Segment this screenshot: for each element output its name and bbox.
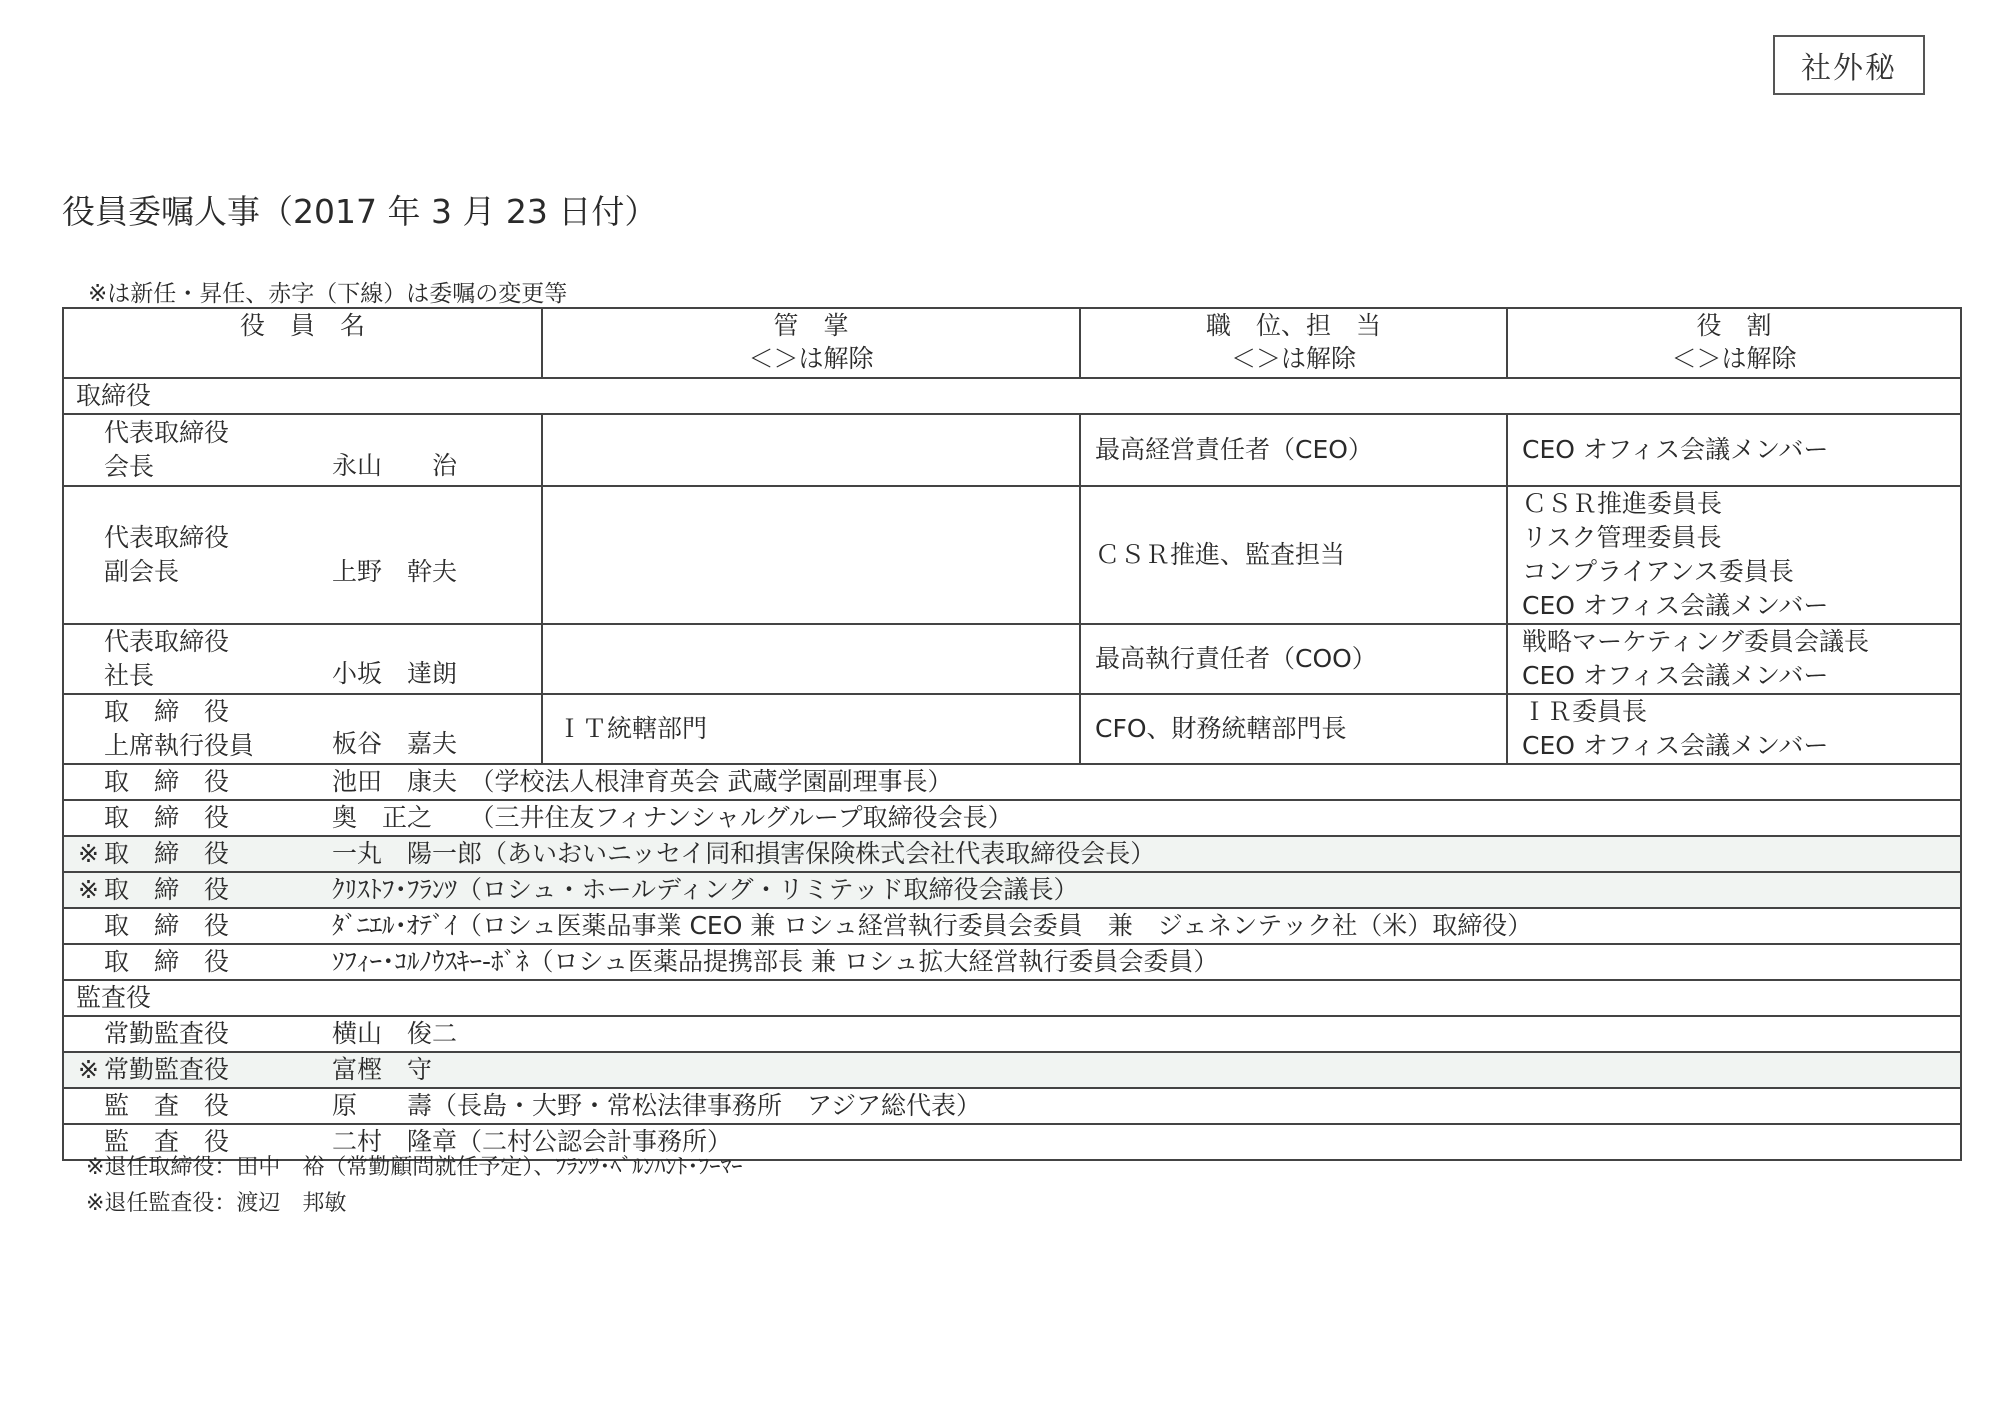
officer-entry-cell [63,836,1961,872]
cell-text-line: 上席執行役員 [104,731,255,760]
table-row [63,944,1961,980]
officer-name-affiliation: ｿﾌｨｰ･ｺﾙﾉｳｽｷｰ-ﾎﾞﾈ（ロシュ医薬品提携部長 兼 ロシュ拡大経営執行委員会委員） [332,947,1219,976]
table-row [63,694,1961,764]
table-row [63,872,1961,908]
officer-position: 常勤監査役 [104,1019,230,1048]
officer-name-cell [63,414,542,486]
officer-name-affiliation: 奥 正之 （三井住友フィナンシャルグループ取締役会長） [332,803,1013,832]
position-cell: 最高経営責任者（CEO） [1080,414,1507,486]
officer-entry-cell [63,908,1961,944]
officer-position: ※ 取 締 役 [78,837,229,871]
new-appointment-mark: ※ [78,875,99,904]
table-row [63,1052,1961,1088]
new-appointment-mark: ※ [78,1055,99,1084]
kansho-cell [542,414,1080,486]
officer-name-cell [63,624,542,694]
officer-name-affiliation: ﾀﾞﾆｴﾙ･ｵﾃﾞｲ（ロシュ医薬品事業 CEO 兼 ロシュ経営執行委員会委員 兼 ジェネンテック社（米）取締役） [332,911,1533,940]
officer-name-affiliation: 二村 隆章（二村公認会計事務所） [332,1127,733,1156]
cell-text-line: CEO オフィス会議メンバー [1522,435,1829,464]
cell-text-line: 会長 [104,452,155,481]
cell-text-line: リスク管理委員長 [1522,523,1722,552]
kansho-cell [542,486,1080,624]
officer-name: 小坂 達朗 [332,659,458,688]
table-row [63,764,1961,800]
confidential-stamp: 社外秘 [1773,35,1925,95]
table-row [63,800,1961,836]
officer-position: 取 締 役 [104,947,230,976]
position-cell: CFO、財務統轄部門長 [1080,694,1507,764]
officer-entry-cell [63,1016,1961,1052]
position-cell: ＣＳＲ推進、監査担当 [1080,486,1507,624]
new-appointment-mark: ※ [78,839,99,868]
officer-entry-cell [63,1052,1961,1088]
cell-text-line: CEO オフィス会議メンバー [1522,591,1829,620]
table-row [63,836,1961,872]
table-row [63,1016,1961,1052]
cell-text-line: CEO オフィス会議メンバー [1522,731,1829,760]
cell-text-line: 管 掌 [773,311,849,340]
officer-position: 監 査 役 [104,1091,230,1120]
header-position [1080,308,1507,378]
officer-name-cell [63,694,542,764]
officer-name-affiliation: 富樫 守 [332,1055,433,1084]
table-row [63,624,1961,694]
officer-name-affiliation: 池田 康夫 （学校法人根津育英会 武蔵学園副理事長） [332,767,953,796]
officer-entry-cell [63,1088,1961,1124]
section-label-auditors: 監査役 [63,980,1961,1016]
officer-name: 上野 幹夫 [332,557,458,586]
cell-text-line: 役 員 名 [239,311,365,340]
officer-position: ※ 取 締 役 [78,873,229,907]
cell-text-line: 戦略マーケティング委員会議長 [1522,627,1870,656]
table-row [63,414,1961,486]
officer-position: 監 査 役 [104,1127,230,1156]
cell-text-line: 代表取締役 [104,627,230,656]
footnote-retired-auditors: ※退任監査役：渡辺 邦敏 [86,1191,347,1216]
position-cell: 最高執行責任者（COO） [1080,624,1507,694]
header-kansho [542,308,1080,378]
cell-text-line: 副会長 [104,557,180,586]
table-row [63,486,1961,624]
cell-text-line: ＜＞は解除 [1230,344,1356,373]
kansho-cell: ＩＴ統轄部門 [542,694,1080,764]
cell-text-line: 社長 [104,661,155,690]
officer-name: 永山 治 [332,451,458,480]
cell-text-line: ＜＞は解除 [1671,344,1797,373]
cell-text-line: 代表取締役 [104,523,230,552]
page-title: 役員委嘱人事（2017 年 3 月 23 日付） [62,192,658,231]
cell-text-line: ＜＞は解除 [748,344,874,373]
cell-text-line: ＣＳＲ推進委員長 [1522,489,1723,518]
officer-position: ※ 常勤監査役 [78,1053,229,1087]
cell-text-line: 役 割 [1696,311,1772,340]
officer-entry-cell [63,800,1961,836]
footnote-retired-directors: ※退任取締役：田中 裕（常勤顧問就任予定）、ﾌﾗﾝﾂ･ﾍﾞﾙﾝﾊﾝﾄ･ﾌｰﾏｰ [86,1155,743,1180]
officer-position: 取 締 役 [104,767,230,796]
cell-text-line: 代表取締役 [104,418,230,447]
cell-text-line: 職 位、担 当 [1205,311,1381,340]
officer-position: 取 締 役 [104,911,230,940]
section-row-auditors [63,980,1961,1016]
officer-entry-cell [63,872,1961,908]
officer-name-affiliation: 横山 俊二 [332,1019,458,1048]
officer-entry-cell [63,764,1961,800]
role-cell [1507,486,1961,624]
section-label-directors: 取締役 [63,378,1961,414]
header-officer-name [63,308,542,378]
officer-name: 板谷 嘉夫 [332,729,458,758]
officer-name-affiliation: 一丸 陽一郎（あいおいニッセイ同和損害保険株式会社代表取締役会長） [332,839,1156,868]
role-cell [1507,624,1961,694]
officer-name-cell [63,486,542,624]
header-role [1507,308,1961,378]
cell-text-line: ＩＲ委員長 [1522,697,1648,726]
kansho-cell [542,624,1080,694]
table-header-row [63,308,1961,378]
officer-position: 取 締 役 [104,803,230,832]
officer-entry-cell [63,944,1961,980]
role-cell [1507,694,1961,764]
table-row [63,1088,1961,1124]
officer-name-affiliation: 原 壽（長島・大野・常松法律事務所 アジア総代表） [332,1091,982,1120]
section-row-directors [63,378,1961,414]
cell-text-line: コンプライアンス委員長 [1522,557,1794,586]
legend-note: ※は新任・昇任、赤字（下線）は委嘱の変更等 [88,281,568,307]
role-cell [1507,414,1961,486]
officer-name-affiliation: ｸﾘｽﾄﾌ･ﾌﾗﾝﾂ（ロシュ・ホールディング・リミテッド取締役会議長） [332,875,1079,904]
cell-text-line: 取 締 役 [104,697,230,726]
cell-text-line: CEO オフィス会議メンバー [1522,661,1829,690]
officer-table [62,307,1962,1161]
table-row [63,908,1961,944]
